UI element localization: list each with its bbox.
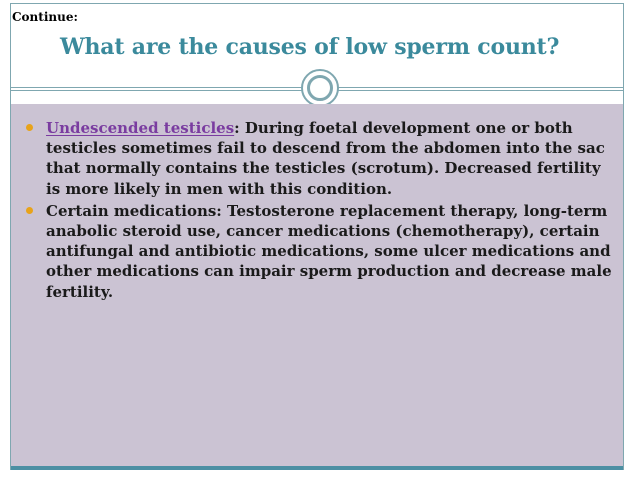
continue-label: Continue: [12, 10, 78, 24]
circle-ornament-icon [301, 69, 339, 107]
slide-title: What are the causes of low sperm count? [60, 34, 560, 60]
bullet-text: : During foetal development one or both testicles sometimes fail to descend from the abdomen into the sac that normally contains the testicles (scrotum). Decreased fertility is more likely in men with this condition. [46, 119, 605, 198]
bullet-item-certain-medications [24, 201, 616, 302]
bullet-dot-icon [26, 124, 33, 131]
bullet-list [24, 118, 616, 304]
bottom-accent-bar [11, 466, 623, 470]
circle-ornament-inner [307, 75, 333, 101]
bullet-item-undescended-testicles [24, 118, 616, 199]
bullet-dot-icon [26, 207, 33, 214]
undescended-testicles-link[interactable]: Undescended testicles [46, 119, 235, 137]
bullet-text: Certain medications: Testosterone replacement therapy, long-term anabolic steroid use, cancer medications (chemotherapy), certain antifungal and antibiotic medications, some ulcer medications and other medications can impair sperm production and decrease male fertility. [46, 201, 612, 301]
